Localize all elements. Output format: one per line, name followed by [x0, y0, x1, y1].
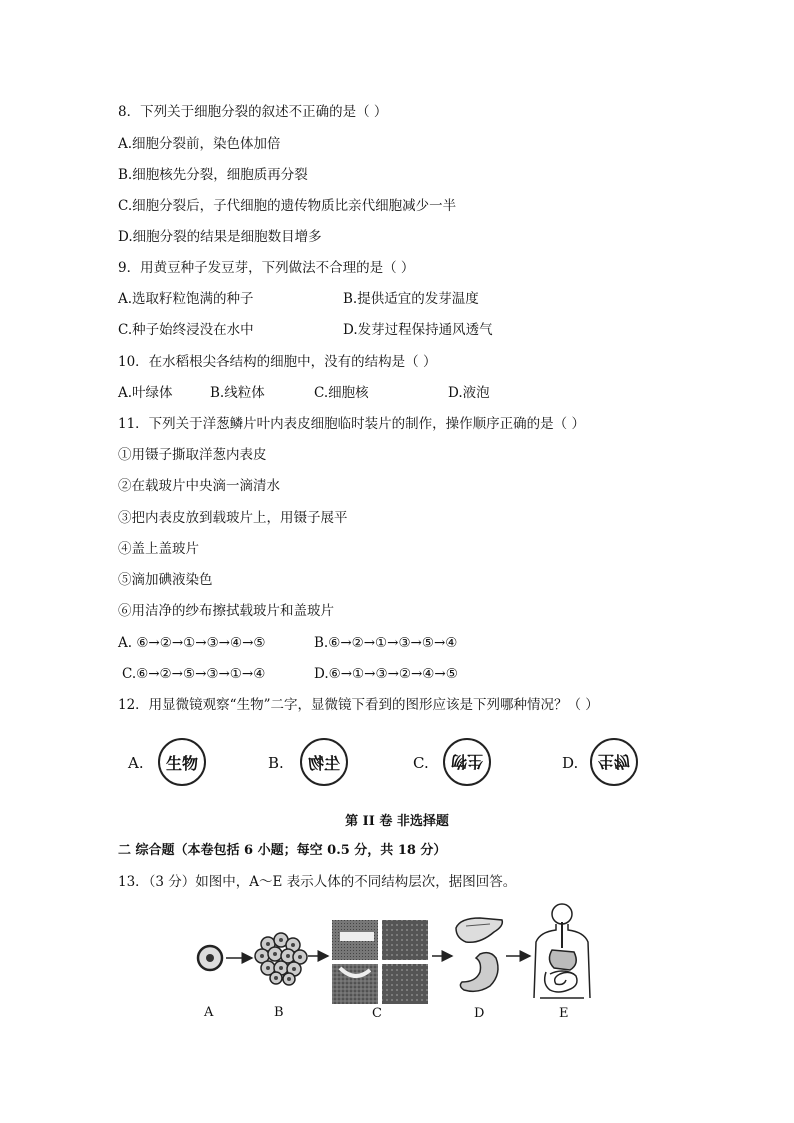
- q10-stem: 10．在水稻根尖各结构的细胞中，没有的结构是（ ）: [118, 354, 437, 370]
- body-structure-levels-figure: [190, 898, 610, 1023]
- level-label-e: E: [559, 1006, 569, 1021]
- level-label-d: D: [474, 1006, 485, 1021]
- q12-letter-b: B.: [268, 754, 284, 772]
- q11-step: ③把内表皮放到载玻片上，用镊子展平: [118, 510, 348, 526]
- q11-options-row2: [118, 665, 618, 683]
- tissue-images: [332, 920, 428, 1004]
- q9-option-a: A.选取籽粒饱满的种子: [118, 291, 254, 307]
- q12-letter-a: A.: [128, 754, 144, 772]
- q8-option-b: B.细胞核先分裂，细胞质再分裂: [118, 167, 308, 183]
- q9-options-row1: [118, 290, 618, 308]
- q12-circle-c: [443, 738, 491, 786]
- q9-option-d: D.发芽过程保持通风透气: [343, 322, 493, 338]
- q12-letter-c: C.: [413, 754, 429, 772]
- q8-option-d: D.细胞分裂的结果是细胞数目增多: [118, 229, 322, 245]
- q12-word-a: 生物: [165, 753, 198, 773]
- q11-step: ⑤滴加碘液染色: [118, 572, 213, 588]
- cell-icon: [198, 946, 222, 970]
- q10-options-row: [118, 384, 618, 402]
- q10-option-a: A.叶绿体: [118, 385, 173, 401]
- section-heading: 二 综合题（本卷包括 6 小题；每空 0.5 分，共 18 分）: [118, 843, 447, 858]
- q9-option-b: B.提供适宜的发芽温度: [343, 291, 479, 307]
- level-label-a: A: [204, 1005, 214, 1020]
- q12-choice-c: [413, 734, 503, 792]
- q12-stem: 12．用显微镜观察“生物”二字，显微镜下看到的图形应该是下列哪种情况？（ ）: [118, 697, 599, 713]
- q8-stem: 8．下列关于细胞分裂的叙述不正确的是（ ）: [118, 104, 388, 120]
- q11-step: ④盖上盖玻片: [118, 541, 199, 557]
- q11-step: ⑥用洁净的纱布擦拭载玻片和盖玻片: [118, 603, 334, 619]
- q12-choice-d: [562, 734, 652, 792]
- q12-word-b-mirrored: 生物: [307, 753, 340, 773]
- q12-word-d-flipped: 生物: [597, 751, 630, 771]
- q11-option-b: B.⑥→②→①→③→⑤→④: [314, 635, 458, 651]
- level-label-b: B: [274, 1005, 284, 1020]
- q12-circle-b: [300, 738, 348, 786]
- q11-step: ②在载玻片中央滴一滴清水: [118, 478, 280, 494]
- q11-options-row1: [118, 634, 618, 652]
- organ-icons: [456, 918, 502, 991]
- q12-circle-a: [158, 738, 206, 786]
- q11-step: ①用镊子撕取洋葱内表皮: [118, 447, 267, 463]
- q10-option-b: B.线粒体: [210, 385, 265, 401]
- q12-choice-a: [128, 734, 208, 792]
- q11-option-a: A. ⑥→②→①→③→④→⑤: [118, 635, 266, 651]
- q10-option-c: C.细胞核: [314, 385, 369, 401]
- q11-stem: 11．下列关于洋葱鳞片叶内表皮细胞临时装片的制作，操作顺序正确的是（ ）: [118, 416, 585, 432]
- q8-option-a: A.细胞分裂前，染色体加倍: [118, 136, 281, 152]
- q9-option-c: C.种子始终浸没在水中: [118, 322, 254, 338]
- q9-stem: 9．用黄豆种子发豆芽，下列做法不合理的是（ ）: [118, 260, 415, 276]
- q12-letter-d: D.: [562, 754, 579, 772]
- section-title: 第 II 卷 非选择题: [345, 814, 449, 829]
- q12-circle-d: [590, 738, 638, 786]
- q13-stem: 13．（3 分）如图中，A～E 表示人体的不同结构层次，据图回答。: [118, 874, 517, 890]
- q11-option-d: D.⑥→①→③→②→④→⑤: [314, 666, 458, 682]
- q10-option-d: D.液泡: [448, 385, 490, 401]
- q9-options-row2: [118, 321, 618, 339]
- q12-choice-b: [268, 734, 358, 792]
- q12-word-c-rotated: 生物: [450, 751, 483, 771]
- level-label-c: C: [372, 1006, 382, 1021]
- q11-option-c: C.⑥→②→⑤→③→①→④: [122, 666, 266, 682]
- human-body-icon: [534, 904, 590, 998]
- q8-option-c: C.细胞分裂后，子代细胞的遗传物质比亲代细胞减少一半: [118, 198, 457, 214]
